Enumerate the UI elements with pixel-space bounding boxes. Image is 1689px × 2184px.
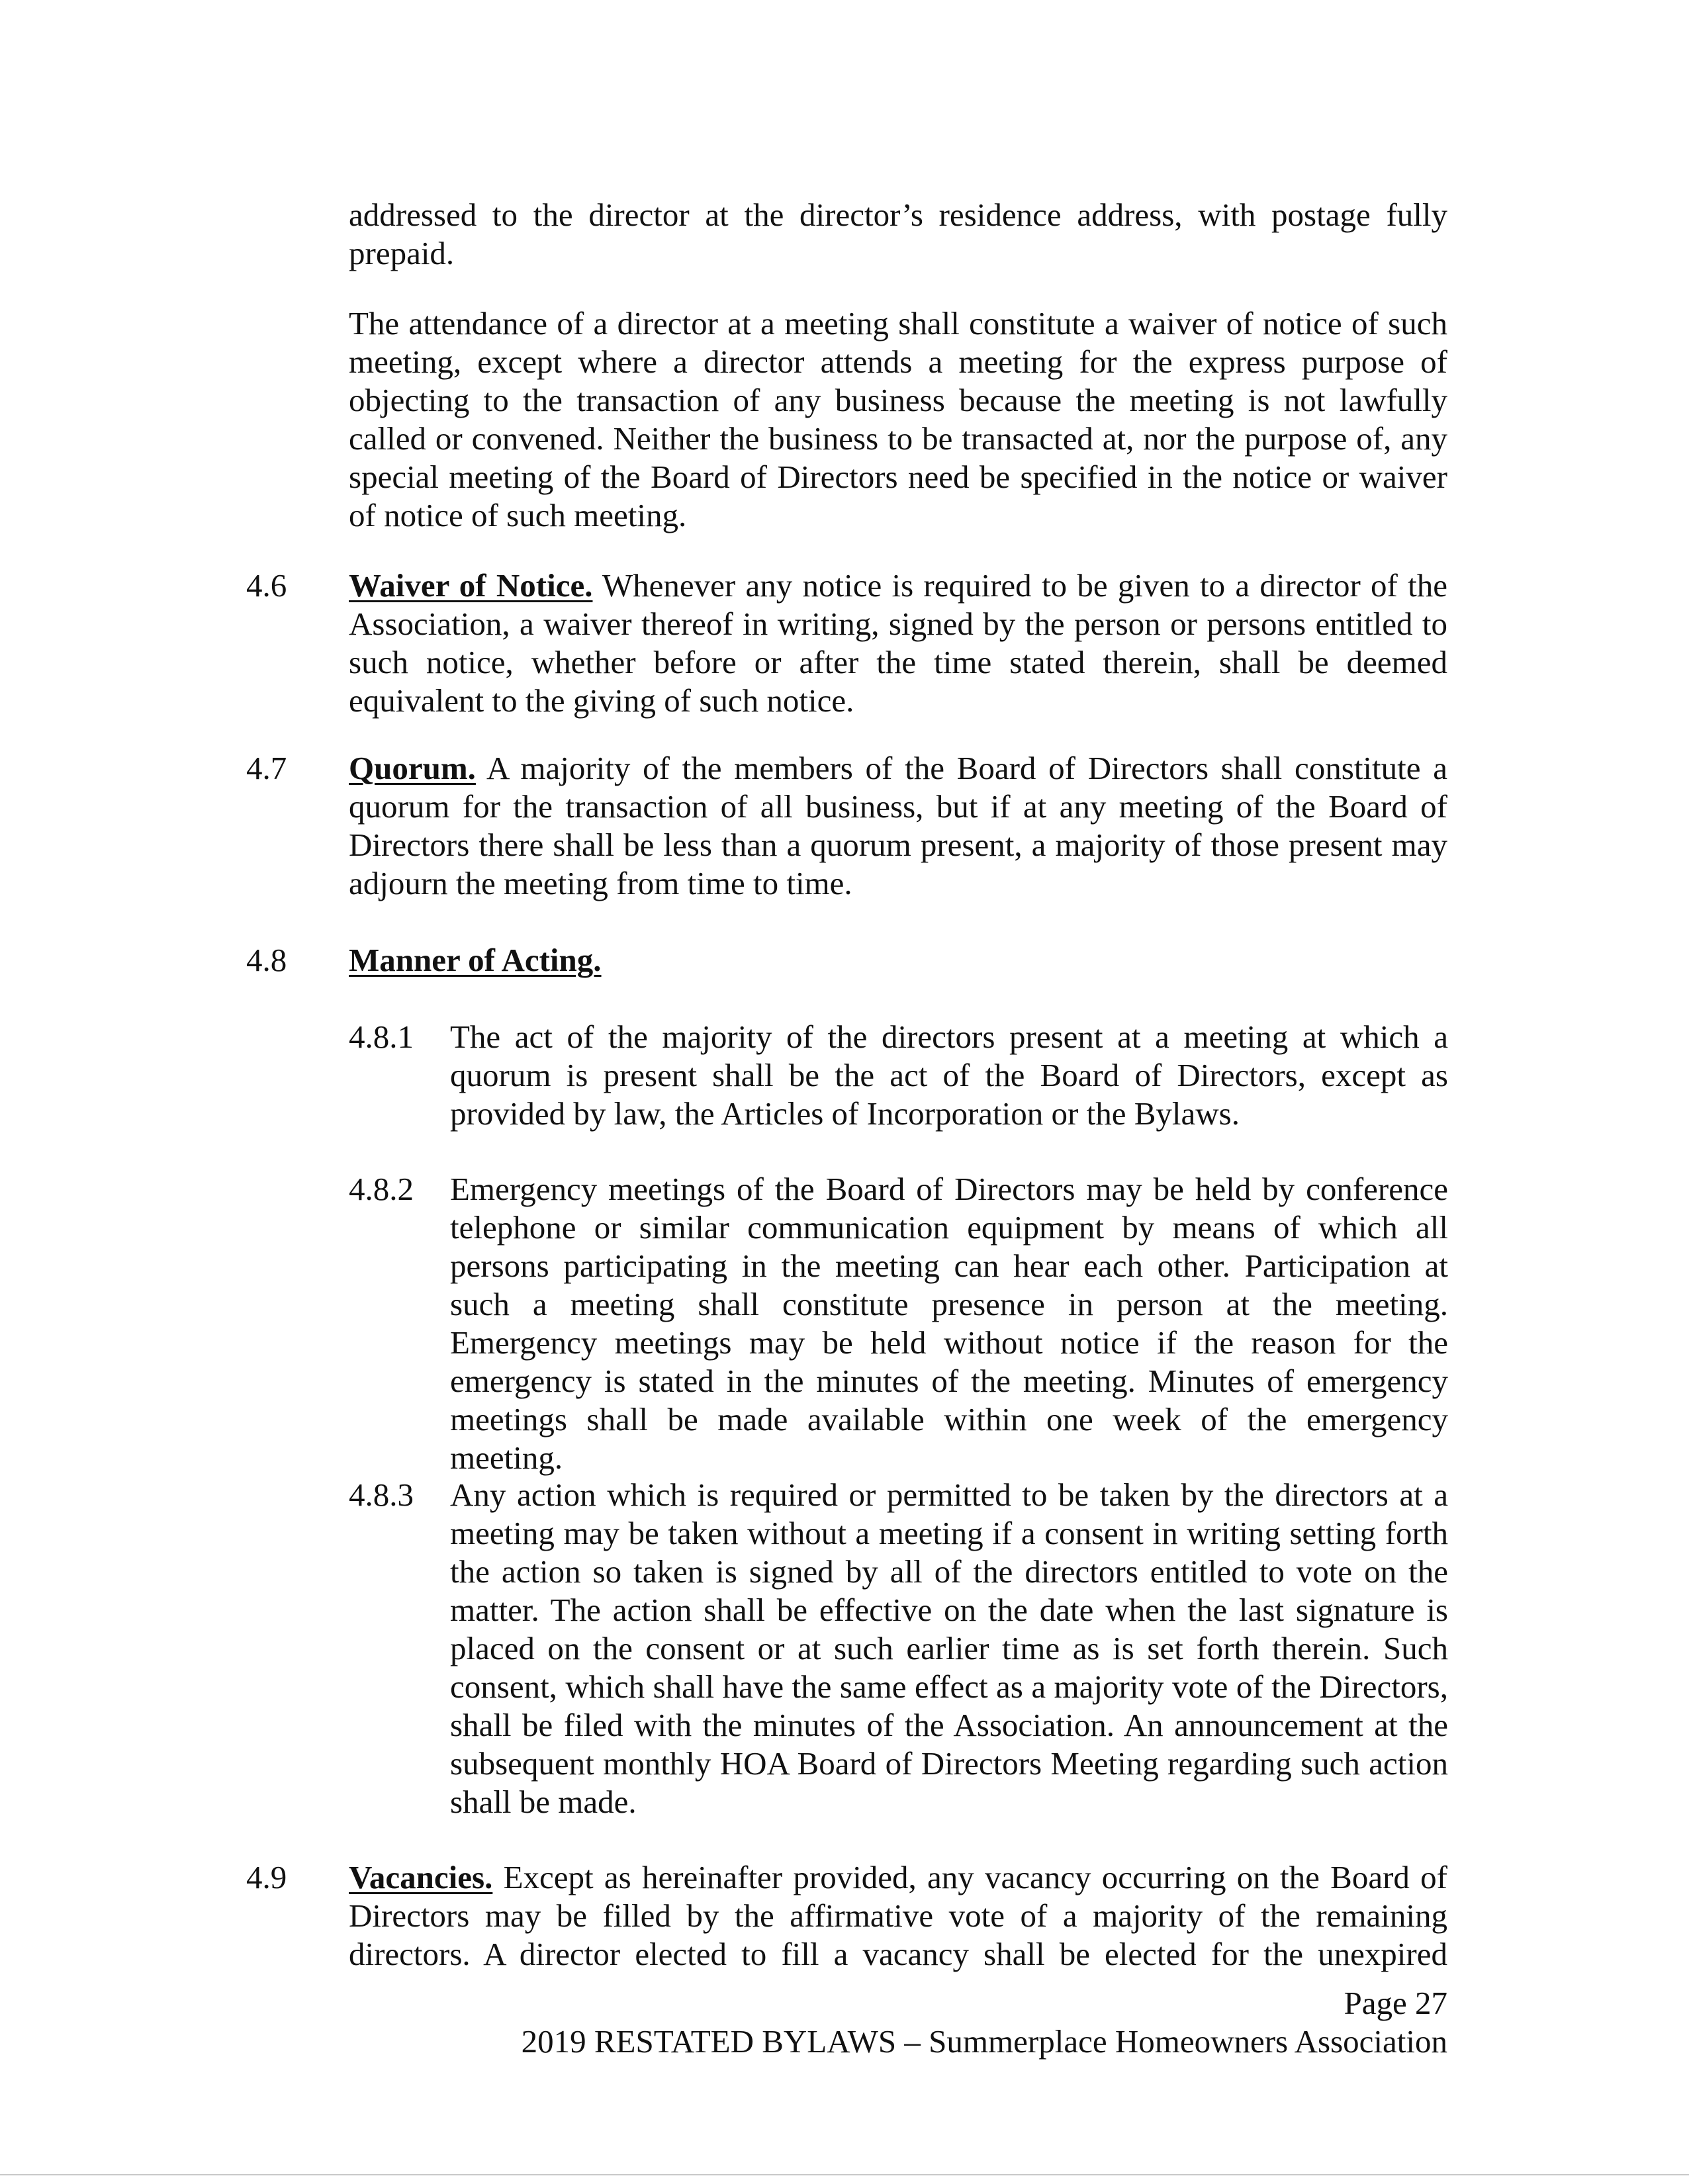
section-heading-manner-of-acting: Manner of Acting.: [349, 942, 602, 978]
section-4-7-text: A majority of the members of the Board of Directors shall constitute a quorum for the transaction of all business, but if at any meeting of the Board of Directors there shall be less than a quorum present, a majority of those present may adjourn the meeting from time to time.: [349, 750, 1447, 901]
section-number-4-7: 4.7: [246, 750, 287, 786]
section-heading-waiver-of-notice: Waiver of Notice.: [349, 567, 593, 604]
footer-document-title: 2019 RESTATED BYLAWS – Summerplace Homeowners Association: [521, 2023, 1447, 2060]
continued-paragraph: addressed to the director at the director’s residence address, with postage fully prepaid.: [349, 197, 1447, 271]
subsection-number-4-8-1: 4.8.1: [349, 1019, 414, 1055]
section-4-9-text: Except as hereinafter provided, any vacancy occurring on the Board of Directors may be filled by the affirmative vote of a majority of the remaining directors. A director elected to fill a vacancy shall be elected for the unexpired: [349, 1859, 1447, 1972]
section-heading-quorum: Quorum.: [349, 750, 476, 786]
section-number-4-6: 4.6: [246, 567, 287, 604]
section-4-9: [349, 1858, 1447, 1974]
page-number: Page 27: [1344, 1985, 1447, 2021]
section-4-6-text: Whenever any notice is required to be given to a director of the Association, a waiver thereof in writing, signed by the person or persons entitled to such notice, whether before or after the time stated therein, shall be deemed equivalent to the giving of such notice.: [349, 567, 1447, 719]
section-heading-vacancies: Vacancies.: [349, 1859, 493, 1895]
subsection-number-4-8-3: 4.8.3: [349, 1477, 414, 1513]
section-4-8: [349, 941, 1447, 979]
attendance-paragraph: The attendance of a director at a meeting shall constitute a waiver of notice of such meeting, except where a director attends a meeting for the express purpose of objecting to the transaction of any business because the meeting is not lawfully called or convened. Neither the business to be transacted at, nor the purpose of, any special meeting of the Board of Directors need be specified in the notice or waiver of notice of such meeting.: [349, 305, 1447, 533]
section-number-4-9: 4.9: [246, 1859, 287, 1895]
subsection-number-4-8-2: 4.8.2: [349, 1171, 414, 1207]
section-4-7: [349, 749, 1447, 903]
scan-edge-divider: [0, 2174, 1689, 2175]
section-number-4-8: 4.8: [246, 942, 287, 978]
subsection-4-8-1: The act of the majority of the directors present at a meeting at which a quorum is present shall be the act of the Board of Directors, except as provided by law, the Articles of Incorporation or the Bylaws.: [450, 1019, 1448, 1132]
subsection-4-8-2: Emergency meetings of the Board of Directors may be held by conference telephone or similar communication equipment by means of which all persons participating in the meeting can hear each other. Participation at such a meeting shall constitute presence in person at the meeting. Emergency meetings may be held without notice if the reason for the emergency is stated in the minutes of the meeting. Minutes of emergency meetings shall be made available within one week of the emergency meeting.: [450, 1171, 1448, 1476]
subsection-4-8-3: Any action which is required or permitted to be taken by the directors at a meeting may be taken without a meeting if a consent in writing setting forth the action so taken is signed by all of the directors entitled to vote on the matter. The action shall be effective on the date when the last signature is placed on the consent or at such earlier time as is set forth therein. Such consent, which shall have the same effect as a majority vote of the Directors, shall be filed with the minutes of the Association. An announcement at the subsequent monthly HOA Board of Directors Meeting regarding such action shall be made.: [450, 1477, 1448, 1820]
section-4-6: [349, 567, 1447, 720]
